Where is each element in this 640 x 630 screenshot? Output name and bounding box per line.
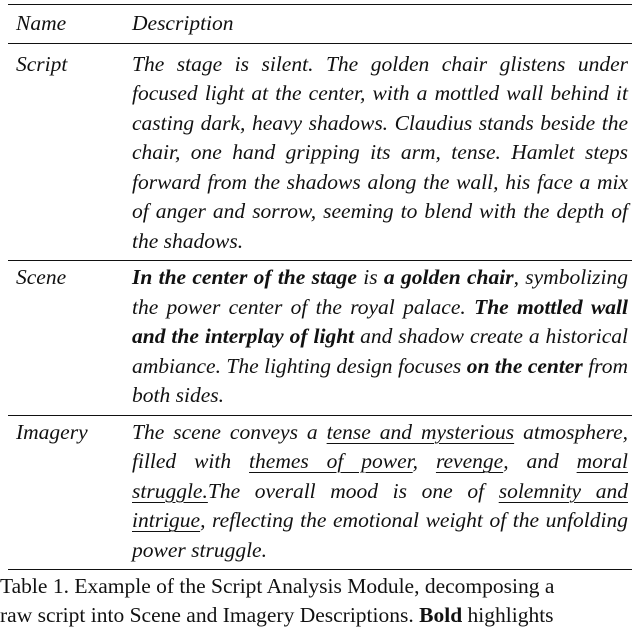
table-row-script xyxy=(8,43,632,261)
table-caption xyxy=(0,572,640,630)
caption-line-2-end: highlights xyxy=(462,603,554,627)
underlined-phrase: themes of power xyxy=(249,449,413,473)
row-description-scene xyxy=(132,261,632,416)
caption-line-1: Table 1. Example of the Script Analysis Module, decomposing a xyxy=(0,574,555,598)
underlined-phrase: revenge xyxy=(435,449,504,473)
caption-line-2-start: raw script into Scene and Imagery Descriptions. xyxy=(0,603,420,627)
description-text: and shadow create a historical ambiance. The lighting design focuses xyxy=(132,324,628,378)
underlined-phrase: tense and mysterious xyxy=(326,419,515,444)
description-text: , symbolizing the power center of the royal palace. xyxy=(132,265,628,319)
row-description-imagery xyxy=(132,415,632,570)
description-text: atmosphere, filled with xyxy=(132,419,628,473)
row-name-scene: Scene xyxy=(16,265,67,289)
bold-phrase: on the center xyxy=(466,353,583,378)
caption-line-2 xyxy=(0,601,640,630)
description-text: The overall mood is one of xyxy=(207,478,499,503)
script-analysis-table xyxy=(8,4,632,570)
bold-phrase: In the center of the stage xyxy=(132,265,357,289)
description-text: The stage is silent. The golden chair glistens under focused light at the center, with a mottled wall behind it casting dark, heavy shadows. Claudius stands beside the chair, one hand gripping its arm, tense. Hamlet steps forward from the shadows along the wall, his face a mix of anger and sorrow, seeming to blend with the depth of the shadows. xyxy=(132,51,628,253)
header-description: Description xyxy=(132,11,234,35)
bold-phrase: a golden chair xyxy=(383,265,514,289)
table-header-row xyxy=(8,5,632,44)
analysis-table-container xyxy=(8,4,632,570)
description-text: , reflecting the emotional weight of the unfolding power struggle. xyxy=(132,508,628,562)
row-name-imagery: Imagery xyxy=(16,419,88,444)
underlined-phrase: solemnity and intrigue xyxy=(132,478,628,532)
description-text: The scene conveys a xyxy=(132,419,327,444)
underlined-phrase: moral struggle. xyxy=(132,449,628,503)
row-description-script xyxy=(132,43,632,261)
description-text: , xyxy=(412,449,436,473)
caption-bold-word: Bold xyxy=(419,603,463,627)
bold-phrase: The mottled wall and the interplay of light xyxy=(132,294,629,348)
table-row-scene xyxy=(8,261,632,416)
row-name-script: Script xyxy=(16,51,68,76)
description-text: , and xyxy=(503,449,577,473)
description-text: from both sides. xyxy=(132,353,629,407)
header-name: Name xyxy=(16,11,67,35)
table-row-imagery xyxy=(8,415,632,570)
description-text: is xyxy=(356,265,384,289)
